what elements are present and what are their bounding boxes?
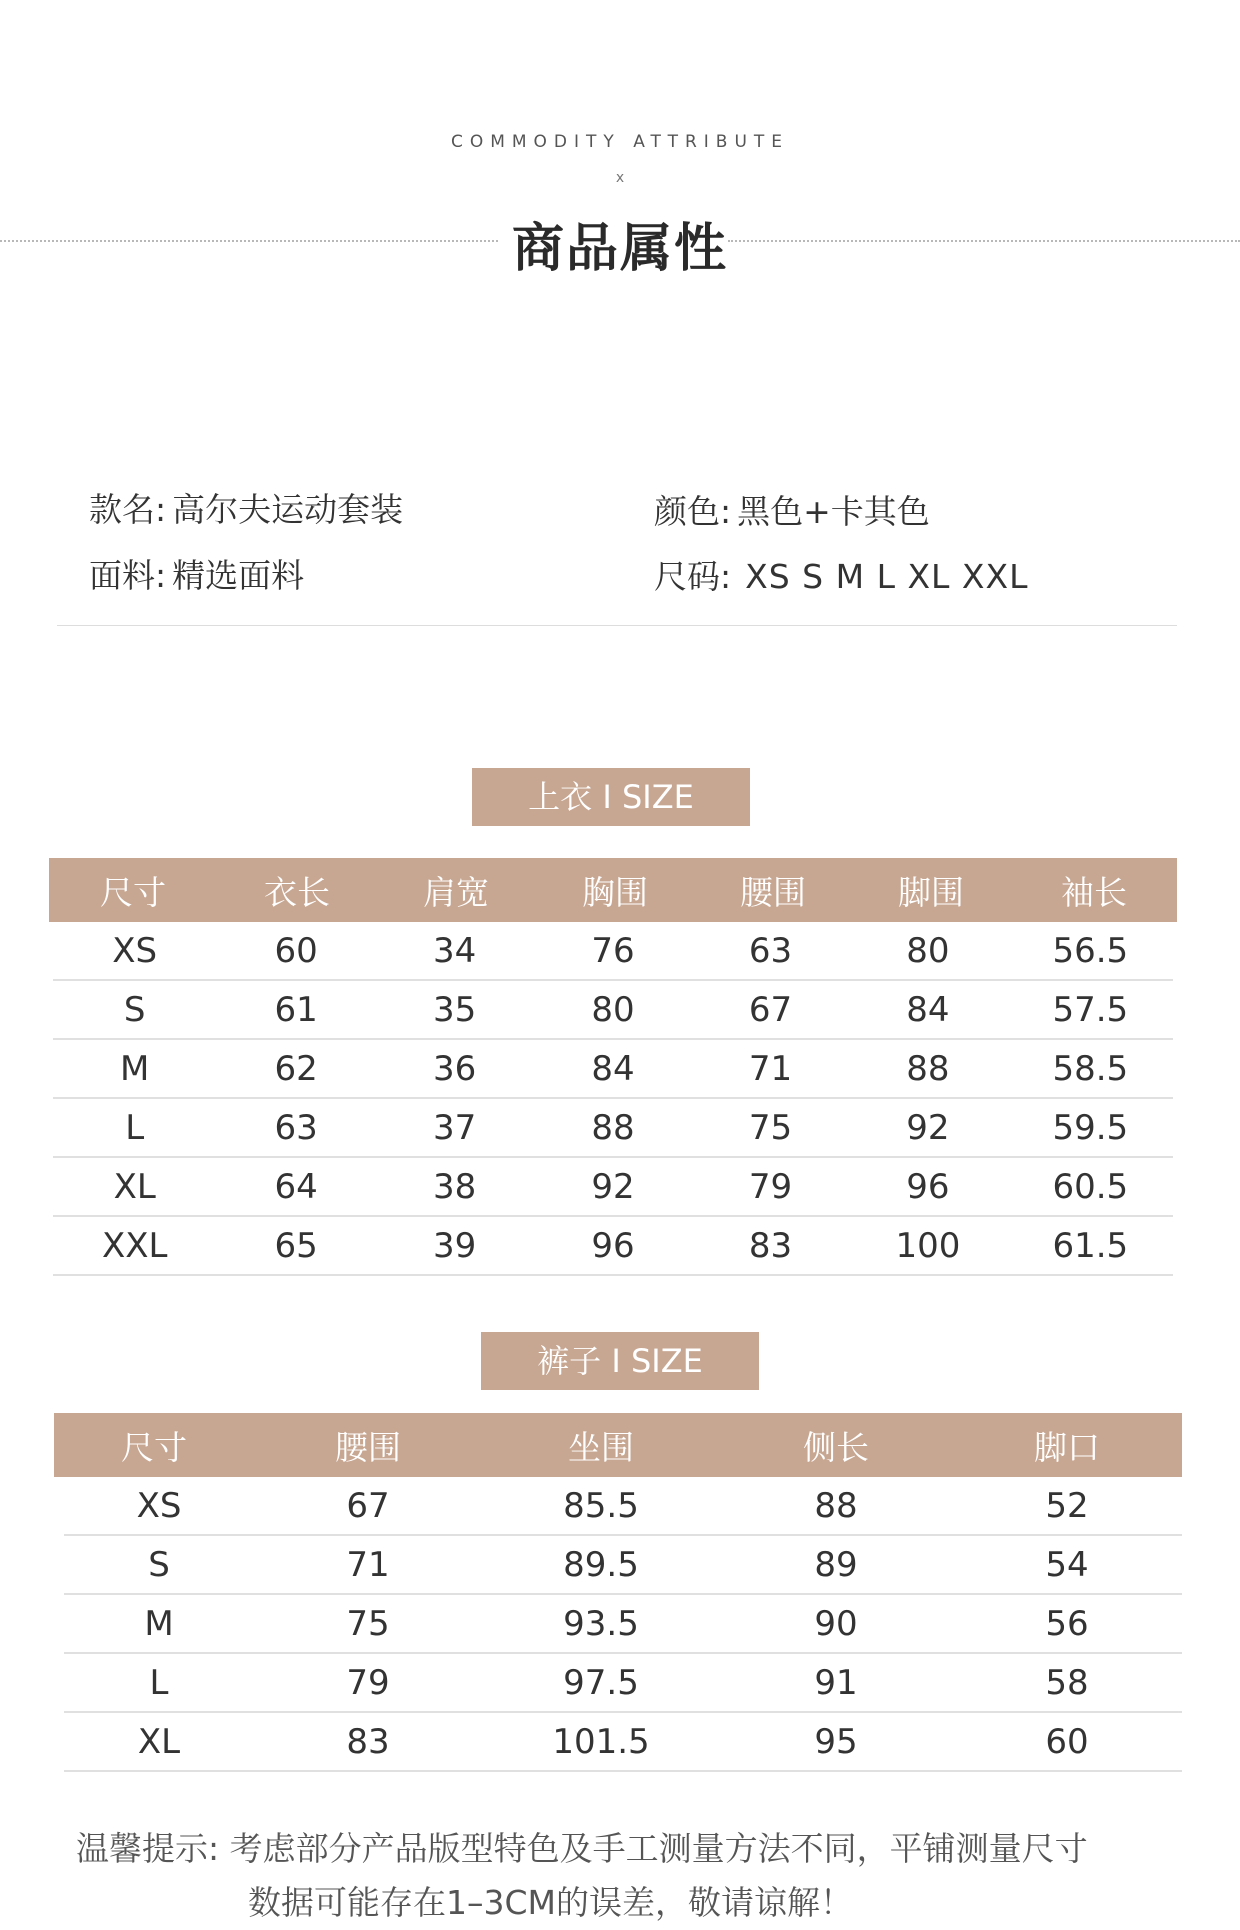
- table-cell: 93.5: [563, 1603, 639, 1644]
- table-cell: 92: [906, 1107, 950, 1148]
- table-cell: 56.5: [1052, 930, 1129, 971]
- table-cell: 58.5: [1052, 1048, 1129, 1089]
- table-cell: 79: [346, 1662, 390, 1703]
- header-cell: 胸围: [582, 872, 648, 912]
- table-cell: 83: [748, 1225, 793, 1266]
- measurement-note-line1: 温馨提示: 考虑部分产品版型特色及手工测量方法不同，平铺测量尺寸: [76, 1829, 1088, 1868]
- table-cell: 96: [591, 1225, 635, 1266]
- header-cell: 腰围: [335, 1427, 401, 1467]
- table-cell: 71: [748, 1048, 793, 1089]
- table-cell: 76: [591, 930, 635, 971]
- table-cell: 52: [1045, 1485, 1089, 1526]
- table-row: [64, 1713, 1182, 1772]
- table-cell: 37: [432, 1107, 477, 1148]
- table-cell: 67: [346, 1485, 390, 1526]
- table-cell: 36: [432, 1048, 477, 1089]
- table-cell: 95: [814, 1721, 858, 1762]
- table-cell: 92: [591, 1166, 635, 1207]
- attr-style-name: [89, 484, 403, 531]
- table-cell: 35: [432, 989, 477, 1030]
- table-cell: 59.5: [1052, 1107, 1129, 1148]
- table-cell: 61.5: [1052, 1225, 1129, 1266]
- table-cell: 61: [274, 989, 318, 1030]
- table-cell: 90: [814, 1603, 858, 1644]
- table-cell: 75: [748, 1107, 793, 1148]
- table-cell: 56: [1045, 1603, 1089, 1644]
- table-row: [64, 1536, 1182, 1595]
- table-cell: XS: [112, 930, 158, 971]
- attr-size: [654, 551, 1029, 598]
- header-cell: 肩宽: [423, 872, 489, 912]
- table-cell: 34: [432, 930, 477, 971]
- header-cell: 衣长: [264, 872, 330, 912]
- table-cell: 62: [274, 1048, 318, 1089]
- table-row: [53, 1158, 1173, 1217]
- table-cell: 58: [1045, 1662, 1089, 1703]
- attr-fabric-label: 面料:: [89, 556, 167, 595]
- table-cell: 88: [814, 1485, 858, 1526]
- table-cell: 63: [748, 930, 793, 971]
- table-cell: XS: [136, 1485, 182, 1526]
- attr-fabric: [89, 550, 304, 597]
- table-row: [64, 1477, 1182, 1536]
- header-subtitle: COMMODITY ATTRIBUTE: [450, 132, 790, 152]
- attr-color: [654, 486, 930, 533]
- table-cell: 80: [906, 930, 950, 971]
- header-cell: 腰围: [740, 872, 806, 912]
- attributes-divider: [57, 625, 1177, 626]
- table-cell: M: [144, 1603, 174, 1644]
- top-size-table: [49, 858, 1177, 1276]
- header-cell: 袖长: [1061, 872, 1127, 912]
- header-cell: 脚口: [1034, 1427, 1100, 1467]
- table-row: [64, 1654, 1182, 1713]
- table-row: [53, 1099, 1173, 1158]
- table-row: [53, 1217, 1173, 1276]
- header-cell: 尺寸: [121, 1427, 187, 1467]
- table-cell: 91: [814, 1662, 858, 1703]
- attr-style-name-value: 高尔夫运动套装: [172, 490, 404, 529]
- table-cell: 60.5: [1052, 1166, 1129, 1207]
- attr-size-value: XS S M L XL XXL: [745, 557, 1029, 596]
- pants-size-section-label: 裤子 I SIZE: [481, 1332, 759, 1390]
- table-cell: 71: [346, 1544, 390, 1585]
- top-size-table-header: [49, 858, 1177, 922]
- table-row: [53, 922, 1173, 981]
- table-cell: 60: [274, 930, 318, 971]
- title-row: [0, 200, 1240, 279]
- table-row: [53, 1040, 1173, 1099]
- table-cell: 88: [906, 1048, 950, 1089]
- table-cell: XXL: [101, 1225, 168, 1266]
- table-cell: 80: [591, 989, 635, 1030]
- header-divider-mark: x: [615, 170, 625, 186]
- table-cell: L: [149, 1662, 169, 1703]
- top-size-section-label: 上衣 I SIZE: [472, 768, 750, 826]
- header-cell: 坐围: [568, 1427, 634, 1467]
- table-cell: 64: [274, 1166, 318, 1207]
- table-cell: 67: [748, 989, 793, 1030]
- pants-size-table: [54, 1413, 1182, 1772]
- table-cell: 57.5: [1052, 989, 1129, 1030]
- table-cell: 88: [591, 1107, 635, 1148]
- attr-fabric-value: 精选面料: [172, 556, 305, 595]
- table-cell: 96: [906, 1166, 950, 1207]
- table-cell: 84: [906, 989, 950, 1030]
- table-cell: XL: [137, 1721, 181, 1762]
- table-cell: 75: [346, 1603, 390, 1644]
- table-cell: S: [123, 989, 146, 1030]
- table-cell: 97.5: [563, 1662, 639, 1703]
- measurement-note-line2: 数据可能存在1–3CM的误差，敬请谅解！: [248, 1883, 854, 1922]
- table-cell: 100: [895, 1225, 961, 1266]
- table-cell: 101.5: [552, 1721, 650, 1762]
- table-cell: 89: [814, 1544, 858, 1585]
- header-cell: 尺寸: [100, 872, 166, 912]
- table-cell: 60: [1045, 1721, 1089, 1762]
- table-cell: 65: [274, 1225, 318, 1266]
- table-cell: 79: [748, 1166, 793, 1207]
- table-cell: 39: [432, 1225, 477, 1266]
- table-cell: 63: [274, 1107, 318, 1148]
- attr-style-name-label: 款名:: [89, 490, 167, 529]
- table-cell: M: [120, 1048, 150, 1089]
- attr-size-label: 尺码:: [654, 557, 732, 596]
- pants-size-table-header: [54, 1413, 1182, 1477]
- table-cell: 54: [1045, 1544, 1089, 1585]
- page-header: [0, 0, 1240, 300]
- attr-color-label: 颜色:: [654, 492, 732, 531]
- table-cell: 89.5: [563, 1544, 639, 1585]
- table-cell: 85.5: [563, 1485, 639, 1526]
- table-row: [53, 981, 1173, 1040]
- header-cell: 侧长: [803, 1427, 869, 1467]
- title-dotted-line-right: [728, 240, 1240, 242]
- table-cell: 38: [432, 1166, 477, 1207]
- page-title: 商品属性: [511, 219, 728, 279]
- table-cell: XL: [113, 1166, 156, 1207]
- table-cell: 84: [591, 1048, 635, 1089]
- header-cell: 脚围: [898, 872, 964, 912]
- measurement-note: [76, 1822, 1186, 1930]
- table-row: [64, 1595, 1182, 1654]
- table-cell: L: [125, 1107, 145, 1148]
- attr-color-value: 黑色+卡其色: [737, 492, 930, 531]
- table-cell: S: [148, 1544, 170, 1585]
- table-cell: 83: [346, 1721, 390, 1762]
